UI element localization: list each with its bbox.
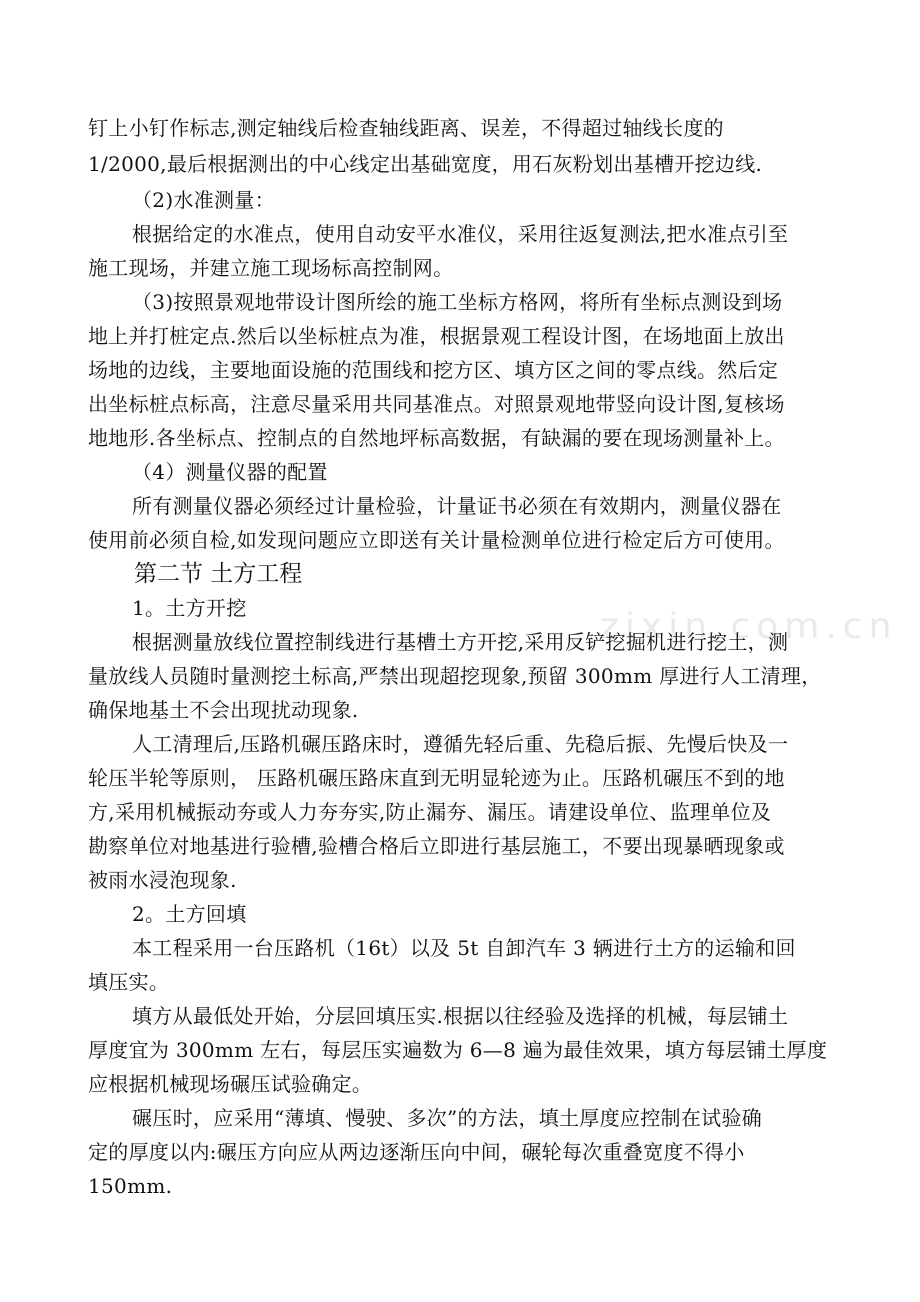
text-line: 人工清理后,压路机碾压路床时，遵循先轻后重、先稳后振、先慢后快及一 xyxy=(132,732,789,756)
text-line: 本工程采用一台压路机（16t）以及 5t 自卸汽车 3 辆进行土方的运输和回 xyxy=(132,936,796,960)
text-line: 量放线人员随时量测挖土标高,严禁出现超挖现象,预留 300mm 厚进行人工清理， xyxy=(88,664,822,688)
text-line: 1/2000,最后根据测出的中心线定出基础宽度，用石灰粉划出基槽开挖边线. xyxy=(88,152,763,176)
text-line: 钉上小钉作标志,测定轴线后检查轴线距离、误差，不得超过轴线长度的 xyxy=(88,116,724,140)
watermark: zixin.com.cn xyxy=(600,606,898,647)
text-line: 填方从最低处开始，分层回填压实.根据以往经验及选择的机械，每层铺土 xyxy=(132,1004,789,1028)
text-line: 场地的边线，主要地面设施的范围线和挖方区、填方区之间的零点线。然后定 xyxy=(88,358,779,382)
text-line: 所有测量仪器必须经过计量检验，计量证书必须在有效期内，测量仪器在 xyxy=(132,494,782,518)
text-line: 根据测量放线位置控制线进行基槽土方开挖,采用反铲挖掘机进行挖土，测 xyxy=(132,630,789,654)
section-heading: 第二节 土方工程 xyxy=(134,561,303,587)
text-line: 应根据机械现场碾压试验确定。 xyxy=(88,1072,373,1096)
text-line: 轮压半轮等原则， 压路机碾压路床直到无明显轮迹为止。压路机碾压不到的地 xyxy=(88,766,785,790)
text-line: 勘察单位对地基进行验槽,验槽合格后立即进行基层施工，不要出现暴晒现象或 xyxy=(88,834,785,858)
text-line: 地上并打桩定点.然后以坐标桩点为准，根据景观工程设计图，在场地面上放出 xyxy=(88,324,785,348)
text-line: （3)按照景观地带设计图所绘的施工坐标方格网，将所有坐标点测设到场 xyxy=(132,290,783,314)
text-line: 使用前必须自检,如发现问题应立即送有关计量检测单位进行检定后方可使用。 xyxy=(88,528,785,552)
subheading: （4）测量仪器的配置 xyxy=(132,460,328,484)
text-line: 厚度宜为 300mm 左右，每层压实遍数为 6—8 遍为最佳效果，填方每层铺土厚度 xyxy=(88,1038,828,1062)
text-line: 根据给定的水准点，使用自动安平水准仪，采用往返复测法,把水准点引至 xyxy=(132,222,789,246)
text-line: 碾压时，应采用“薄填、慢驶、多次”的方法，填土厚度应控制在试验确 xyxy=(132,1106,763,1130)
subheading: （2)水准测量： xyxy=(132,188,275,212)
text-line: 确保地基土不会出现扰动现象. xyxy=(88,698,359,722)
text-line: 出坐标桩点标高，注意尽量采用共同基准点。对照景观地带竖向设计图,复核场 xyxy=(88,392,785,416)
subheading: 2。土方回填 xyxy=(132,902,247,926)
subheading: 1。土方开挖 xyxy=(132,596,247,620)
text-line: 填压实。 xyxy=(88,970,170,994)
text-line: 施工现场，并建立施工现场标高控制网。 xyxy=(88,256,454,280)
text-line: 150mm. xyxy=(88,1174,173,1198)
text-line: 方,采用机械振动夯或人力夯夯实,防止漏夯、漏压。请建设单位、监理单位及 xyxy=(88,800,772,824)
text-line: 被雨水浸泡现象. xyxy=(88,868,237,892)
text-line: 地地形.各坐标点、控制点的自然地坪标高数据，有缺漏的要在现场测量补上。 xyxy=(88,426,785,450)
text-line: 定的厚度以内:碾压方向应从两边逐渐压向中间，碾轮每次重叠宽度不得小 xyxy=(88,1140,745,1164)
